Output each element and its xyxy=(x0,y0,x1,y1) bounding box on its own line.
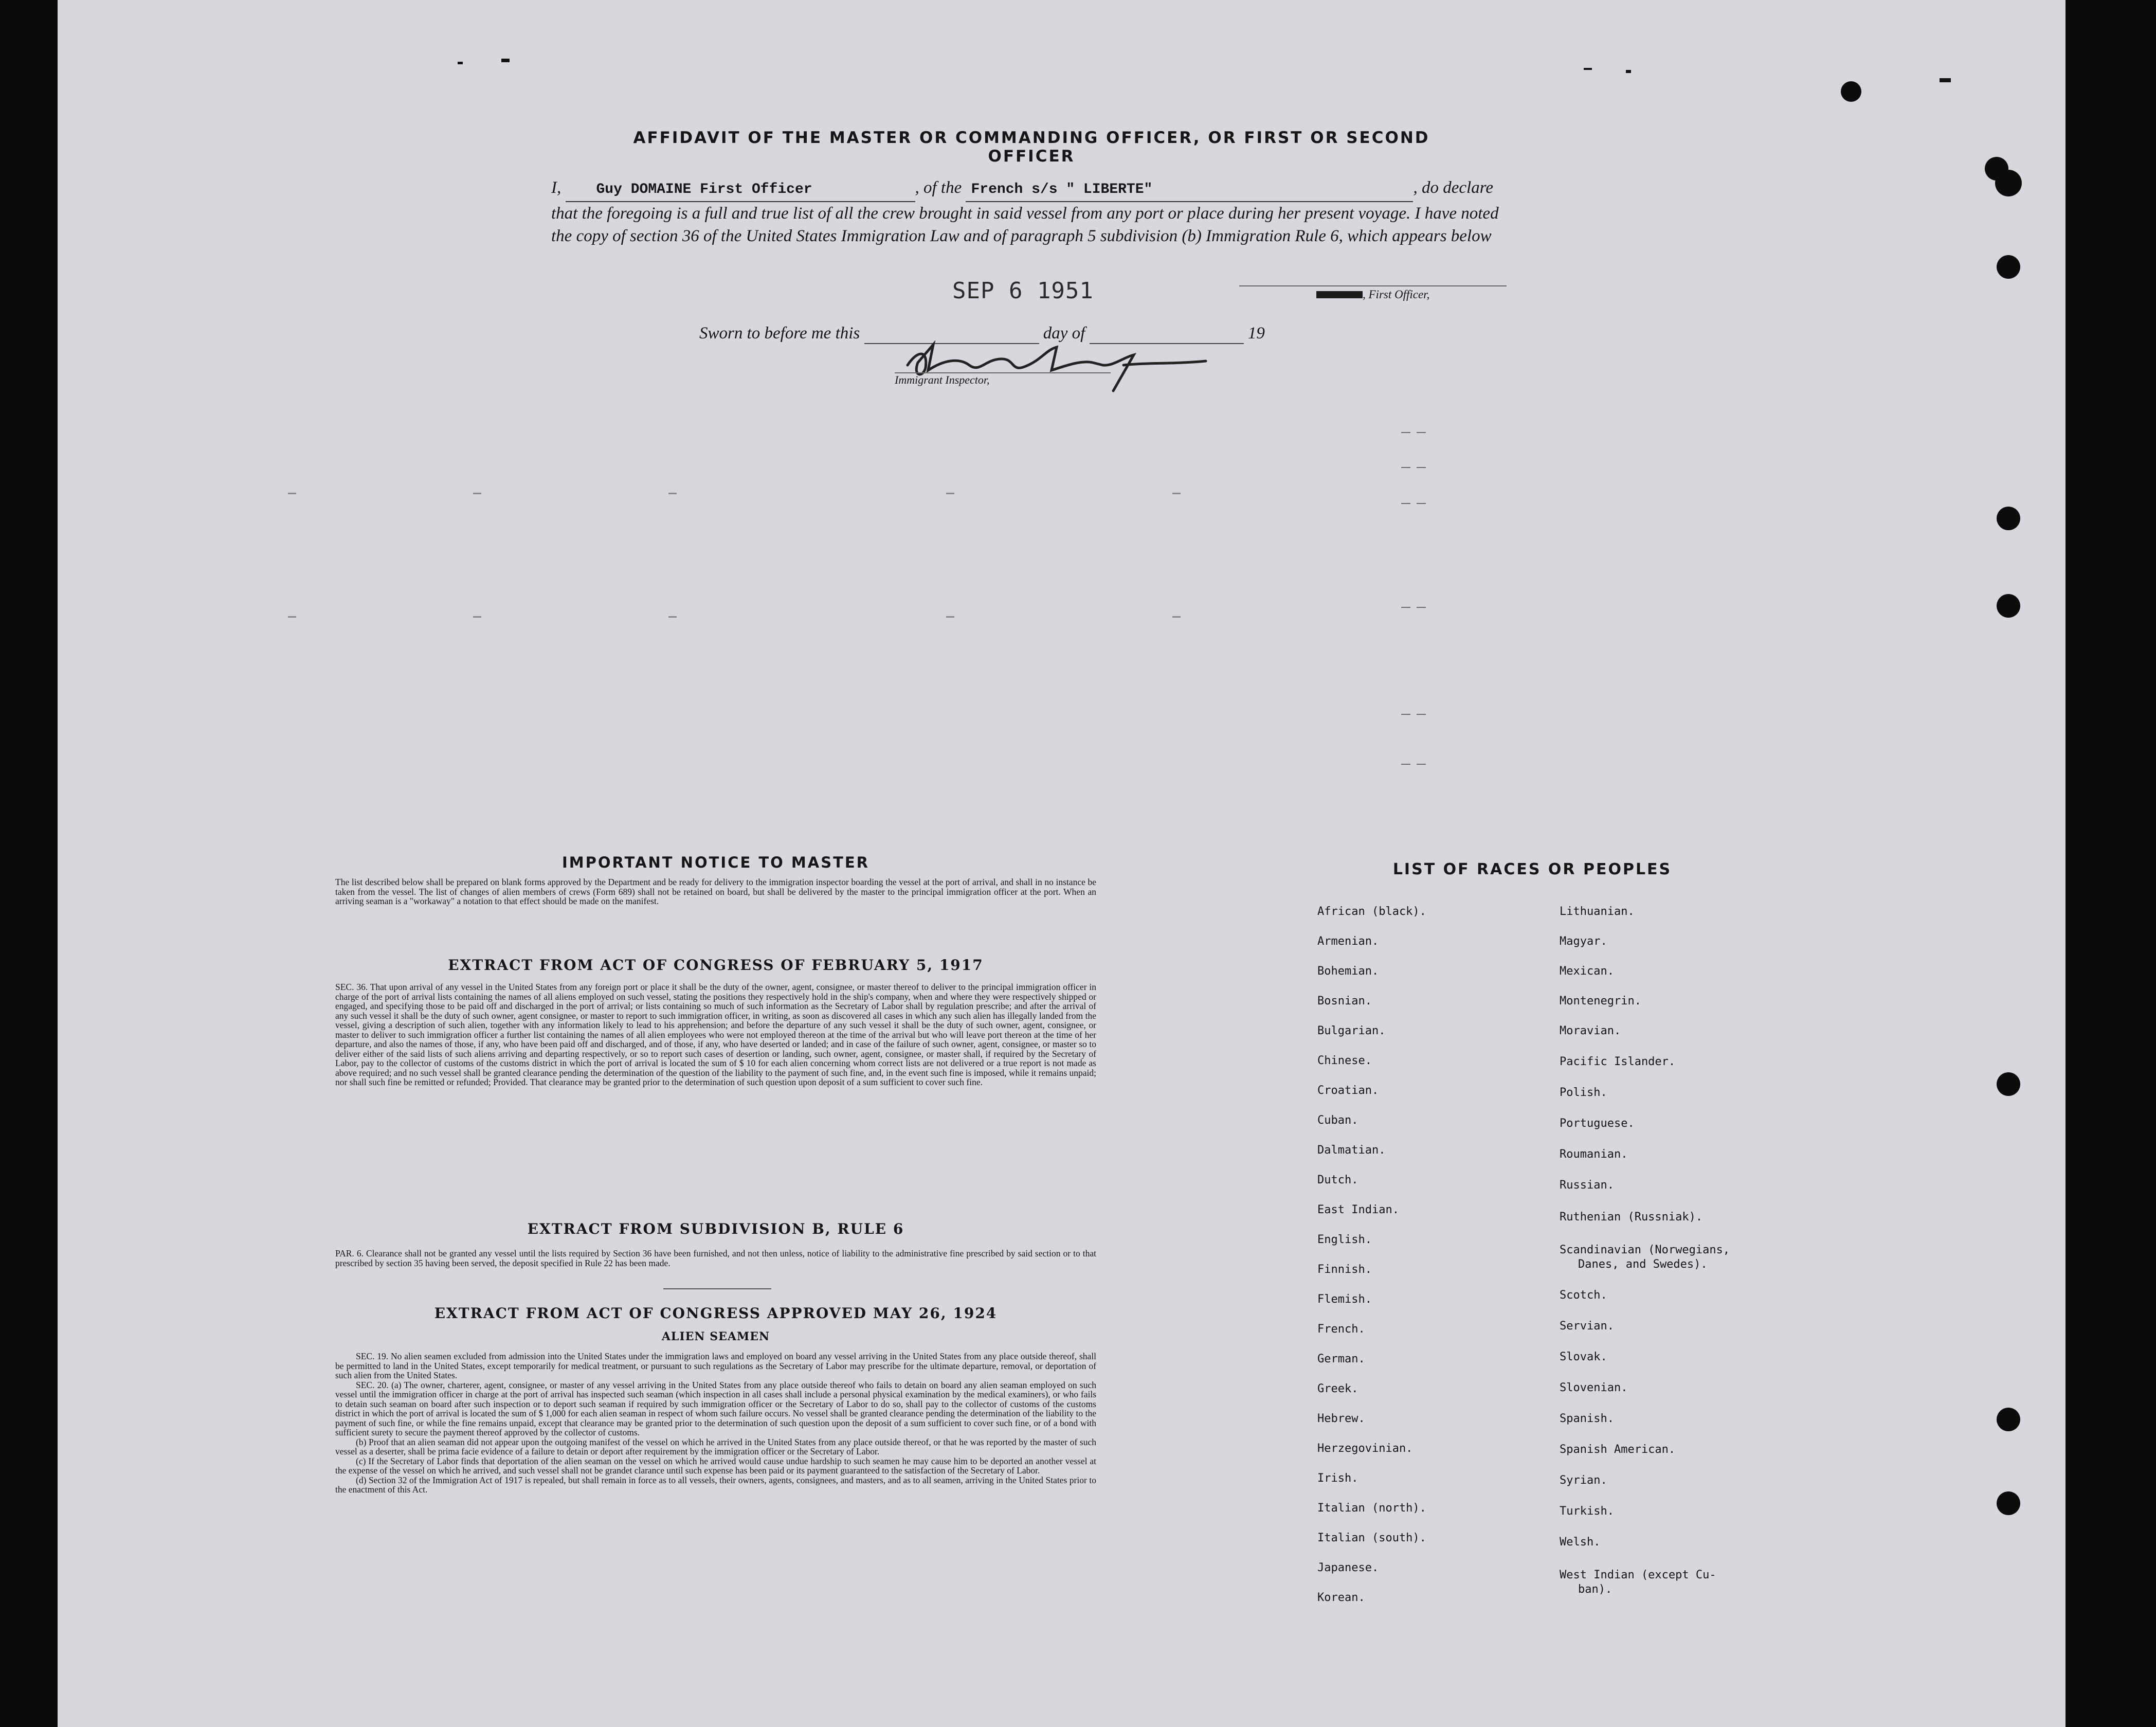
race-item: Herzegovinian. xyxy=(1317,1442,1413,1455)
punch-hole xyxy=(1841,81,1861,102)
race-item: East Indian. xyxy=(1317,1203,1399,1216)
race-item: Danes, and Swedes). xyxy=(1578,1258,1708,1271)
scan-mark xyxy=(501,59,510,62)
race-item: Scandinavian (Norwegians, xyxy=(1560,1244,1730,1256)
dash-mark xyxy=(1417,764,1426,765)
dash-mark xyxy=(1417,607,1426,608)
scan-mark xyxy=(1626,70,1631,73)
race-item: Portuguese. xyxy=(1560,1117,1635,1130)
race-item: Italian (north). xyxy=(1317,1502,1426,1515)
punch-hole xyxy=(1997,594,2020,618)
scan-mark xyxy=(458,62,463,64)
race-item: Japanese. xyxy=(1317,1561,1379,1574)
tick-mark xyxy=(473,616,481,618)
race-item: English. xyxy=(1317,1233,1372,1246)
extract-1924-paragraph: (c) If the Secretary of Labor finds that deportation of the alien seaman on the vessel on which he arrived would cause undue hardship to such seamen he may cause him to be deported an another vessel at the expense of the vessel on which he arrived, and such vessel shall not be grandet clarance until such expense has been paid or its payment guaranteed to the satisfaction of the Secretary of Labor. xyxy=(335,1455,1096,1476)
inspector-signature xyxy=(897,329,1231,401)
tick-mark xyxy=(946,493,954,494)
extract-1917-body: SEC. 36. That upon arrival of any vessel in the United States from any foreign port or place it shall be the duty of the owner, agent, consignee, or master thereof to deliver to the principal immigration officer in charge of the port of arrival lists containing the names of all aliens employed on such vessel, stating the positions they respectively hold in the ship's company, when and where they were respectively shipped or engaged, and specifying those to be paid off and discharged in the port of arrival; or lists containing so much of such information as the Secretary of Labor shall by regulation prescribe; and after the arrival of any such vessel it shall be the duty of such owner, agent consignee, or master to report to such immigration officer, in writing, as soon as discovered all cases in which any such alien has illegally landed from the vessel, giving a description of such alien, together with any information likely to lead to his apprehension; and before the departure of any such vessel it shall be the duty of such owner, agent, consignee, or master to deliver to such immigration officer a further list containing the names of all alien employees who were not employed thereon at the time of the arrival but who will leave port thereon at the time of her departure, and also the names of those, if any, who have been paid off and discharged, and of those, if any, who have deserted or landed; and in case of the failure of such owner, agent, consignee, or master so to deliver either of the said lists of such aliens arriving and departing respectively, or so to report such cases of desertion or landing, such owner, agent, consignee, or master shall, if required by the Secretary of Labor, pay to the collector of customs of the customs district in which the port of arrival is located the sum of $ 10 for each alien concerning whom correct lists are not delivered or a true report is not made as above required; and no such vessel shall be granted clearance pending the determination of the question of the liability to the payment of such fine, and, in the event such fine is imposed, while it remains unpaid; nor shall such fine be remitted or refunded; Provided. That clearance may be granted prior to the determination of such question upon deposit of a sum sufficient to cover such fine. xyxy=(335,982,1096,1087)
tick-mark xyxy=(946,616,954,618)
vessel-name-field: French s/s " LIBERTE" xyxy=(966,178,1413,202)
officer-title-label xyxy=(1316,288,1429,301)
dash-mark xyxy=(1401,503,1410,504)
declaration-pronoun: I, xyxy=(551,178,561,197)
dash-mark xyxy=(1417,467,1426,468)
punch-hole xyxy=(1997,507,2020,530)
day-of-label: day of xyxy=(1043,324,1085,343)
punch-hole xyxy=(1997,1408,2020,1431)
punch-hole xyxy=(1997,255,2020,279)
race-item: African (black). xyxy=(1317,905,1426,918)
race-item: Flemish. xyxy=(1317,1293,1372,1306)
race-item: Lithuanian. xyxy=(1560,905,1635,918)
inspector-label: Immigrant Inspector, xyxy=(895,373,990,386)
tick-mark xyxy=(668,616,677,618)
date-stamp: SEP 6 1951 xyxy=(952,278,1094,304)
year-prefix: 19 xyxy=(1247,324,1265,343)
officer-signature-line xyxy=(1239,285,1507,286)
affidavit-title: AFFIDAVIT OF THE MASTER OR COMMANDING OFFICER, OR FIRST OR SECOND OFFICER xyxy=(633,129,1430,166)
race-item: Dalmatian. xyxy=(1317,1144,1386,1157)
race-item: Croatian. xyxy=(1317,1084,1379,1097)
extract-1917-title: EXTRACT FROM ACT OF CONGRESS OF FEBRUARY 5, 1917 xyxy=(448,957,984,974)
of-the-label: , of the xyxy=(915,178,962,197)
extract-rule6-title: EXTRACT FROM SUBDIVISION B, RULE 6 xyxy=(527,1220,904,1237)
race-item: Dutch. xyxy=(1317,1174,1358,1186)
race-item: Spanish. xyxy=(1560,1412,1614,1425)
punch-hole xyxy=(1997,1072,2020,1096)
officer-name-field: Guy DOMAINE First Officer xyxy=(566,178,915,202)
race-item: ban). xyxy=(1578,1583,1613,1596)
race-item: Mexican. xyxy=(1560,965,1614,978)
tick-mark xyxy=(288,616,296,618)
race-item: Polish. xyxy=(1560,1086,1607,1099)
race-item: Turkish. xyxy=(1560,1505,1614,1518)
race-item: Irish. xyxy=(1317,1472,1358,1485)
race-item: Scotch. xyxy=(1560,1289,1607,1302)
race-item: Italian (south). xyxy=(1317,1532,1426,1544)
extract-1924-subtitle: ALIEN SEAMEN xyxy=(661,1330,770,1343)
dash-mark xyxy=(1417,432,1426,433)
dash-mark xyxy=(1401,607,1410,608)
race-item: Servian. xyxy=(1560,1320,1614,1333)
scan-mark xyxy=(1584,68,1592,70)
declaration-block xyxy=(551,176,1518,247)
race-item: Bosnian. xyxy=(1317,995,1372,1008)
scan-mark xyxy=(1940,78,1951,82)
race-item: West Indian (except Cu- xyxy=(1560,1569,1716,1581)
officer-label-text: , First Officer, xyxy=(1363,288,1430,301)
tick-mark xyxy=(288,493,296,494)
tick-mark xyxy=(1172,493,1181,494)
race-item: Bohemian. xyxy=(1317,965,1379,978)
punch-hole xyxy=(1995,170,2022,196)
race-item: Slovenian. xyxy=(1560,1381,1628,1394)
race-item: Magyar. xyxy=(1560,935,1607,948)
race-item: French. xyxy=(1317,1323,1365,1336)
sworn-prefix: Sworn to before me this xyxy=(699,324,860,343)
race-item: Greek. xyxy=(1317,1382,1358,1395)
race-item: Welsh. xyxy=(1560,1536,1601,1549)
race-item: Korean. xyxy=(1317,1591,1365,1604)
dash-mark xyxy=(1401,467,1410,468)
race-item: Montenegrin. xyxy=(1560,995,1641,1008)
race-item: Slovak. xyxy=(1560,1351,1607,1363)
race-item: Pacific Islander. xyxy=(1560,1055,1676,1068)
notice-title: IMPORTANT NOTICE TO MASTER xyxy=(561,854,870,871)
race-item: Spanish American. xyxy=(1560,1443,1676,1456)
dash-mark xyxy=(1401,764,1410,765)
dash-mark xyxy=(1401,432,1410,433)
race-item: German. xyxy=(1317,1353,1365,1365)
extract-1924-title: EXTRACT FROM ACT OF CONGRESS APPROVED MAY 26, 1924 xyxy=(434,1305,998,1322)
extract-1924-paragraph: (b) Proof that an alien seaman did not appear upon the outgoing manifest of the vessel on which he arrived in the United States from any place outside thereof, or that he was reported by the master of such vessel as a deserter, shall be prima facie evidence of a failure to detain or deport after requirement by the immigration officer or the Secretary of Labor. xyxy=(335,1436,1096,1456)
declaration-text: that the foregoing is a full and true list of all the crew brought in said vessel from any port or place during her present voyage. I have noted the copy of section 36 of the United States Immigration Law and of paragraph 5 subdivision (b) Immigration Rule 6, which appears below xyxy=(551,204,1499,245)
section-divider xyxy=(663,1288,771,1289)
tick-mark xyxy=(668,493,677,494)
race-item: Armenian. xyxy=(1317,935,1379,948)
race-item: Ruthenian (Russniak). xyxy=(1560,1211,1703,1224)
extract-1924-paragraph: (d) Section 32 of the Immigration Act of 1917 is repealed, but shall remain in force as to all vessels, their owners, agents, consignees, and masters, and as to all seamen, arriving in the United States prior to the enactment of this Act. xyxy=(335,1474,1096,1495)
extract-1924-paragraph: SEC. 19. No alien seamen excluded from admission into the United States under the immigration laws and employed on board any vessel arriving in the United States from any place outside thereof, shall be permitted to land in the United States, except temporarily for medical treatment, or pursuant to such regulations as the Secretary of Labor may prescribe for the ultimate departure, removal, or deportation of such alien from the United States. xyxy=(335,1351,1096,1380)
race-item: Finnish. xyxy=(1317,1263,1372,1276)
punch-hole xyxy=(1997,1491,2020,1515)
race-item: Roumanian. xyxy=(1560,1148,1628,1161)
dash-mark xyxy=(1417,503,1426,504)
do-declare-label: , do declare xyxy=(1413,178,1493,197)
races-title: LIST OF RACES OR PEOPLES xyxy=(1392,860,1672,878)
race-item: Syrian. xyxy=(1560,1474,1607,1487)
extract-1924-paragraph: SEC. 20. (a) The owner, charterer, agent, consignee, or master of any vessel arriving in the United States from any place outside thereof who fails to detain on board any alien seaman employed on such vessel until the immigration officer in charge at the port of arrival has inspected such seaman (which inspection in all cases shall include a personal physical examination by the medical examiners), or who fails to detain such seaman on board after such inspection or to deport such seaman if required by such immigration officer or the Secretary of Labor to do so, shall pay to the collector of customs of the customs district in which the port of arrival is located the sum of $ 1,000 for each alien seaman in respect of whom such failure occurs. No vessel shall be granted clearance pending the determination of the liability to the payment of such fine, or while the fine remains unpaid, except that clearance may be granted prior to the determination of such question upon the deposit of a sum sufficient to cover such fine, or of a bond with sufficient surety to secure the payment thereof approved by the collector of customs. xyxy=(335,1379,1096,1437)
race-item: Chinese. xyxy=(1317,1054,1372,1067)
race-item: Cuban. xyxy=(1317,1114,1358,1127)
extract-rule6-body: PAR. 6. Clearance shall not be granted any vessel until the lists required by Section 36 have been furnished, and not then unless, notice of liability to the administrative fine prescribed by said section or to that prescribed by section 35 having been served, the deposit specified in Rule 22 has been made. xyxy=(335,1248,1096,1268)
dash-mark xyxy=(1401,714,1410,715)
tick-mark xyxy=(1172,616,1181,618)
extract-1924-body xyxy=(335,1352,1096,1495)
race-item: Bulgarian. xyxy=(1317,1024,1386,1037)
notice-body: The list described below shall be prepared on blank forms approved by the Department and be ready for delivery to the immigration inspector boarding the vessel at the port of arrival, and shall in no instance be taken from the vessel. The list of changes of alien members of crews (Form 689) shall not be retained on board, but shall be delivered by the master to the principal immigration officer at the port. When an arriving seaman is a "workaway" a notation to that effect should be made on the manifest. xyxy=(335,877,1096,906)
dash-mark xyxy=(1417,714,1426,715)
tick-mark xyxy=(473,493,481,494)
race-item: Hebrew. xyxy=(1317,1412,1365,1425)
race-item: Russian. xyxy=(1560,1179,1614,1192)
race-item: Moravian. xyxy=(1560,1024,1621,1037)
